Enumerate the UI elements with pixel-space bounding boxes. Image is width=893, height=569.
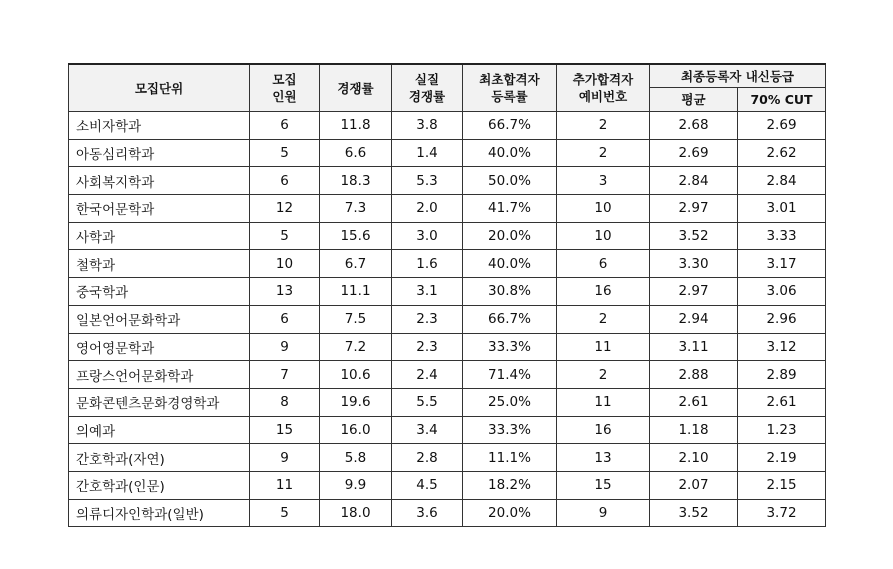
cell-registration-rate: 40.0% (463, 250, 557, 278)
cell-registration-rate: 20.0% (463, 222, 557, 250)
header-first-pass-registration (463, 64, 557, 112)
header-70-cut: 70% CUT (738, 88, 826, 112)
cell-registration-rate: 11.1% (463, 444, 557, 472)
cell-average: 3.30 (650, 250, 738, 278)
cell-waitlist: 2 (557, 361, 650, 389)
cell-70-cut: 3.01 (738, 195, 826, 223)
cell-unit: 소비자학과 (69, 112, 250, 140)
cell-70-cut: 2.96 (738, 305, 826, 333)
cell-waitlist: 10 (557, 222, 650, 250)
table-body (69, 112, 826, 527)
cell-average: 2.97 (650, 195, 738, 223)
cell-registration-rate: 50.0% (463, 167, 557, 195)
cell-actual-competition: 2.3 (392, 305, 463, 333)
cell-70-cut: 3.33 (738, 222, 826, 250)
cell-actual-competition: 2.4 (392, 361, 463, 389)
cell-70-cut: 3.72 (738, 499, 826, 527)
cell-average: 1.18 (650, 416, 738, 444)
cell-actual-competition: 1.4 (392, 139, 463, 167)
cell-unit: 영어영문학과 (69, 333, 250, 361)
table-row (69, 278, 826, 306)
cell-registration-rate: 66.7% (463, 305, 557, 333)
cell-70-cut: 2.19 (738, 444, 826, 472)
cell-competition: 19.6 (320, 388, 392, 416)
cell-70-cut: 1.23 (738, 416, 826, 444)
header-waitlist-line1: 추가합격자 (572, 72, 634, 87)
cell-actual-competition: 3.6 (392, 499, 463, 527)
cell-competition: 9.9 (320, 471, 392, 499)
cell-unit: 간호학과(자연) (69, 444, 250, 472)
cell-actual-competition: 2.8 (392, 444, 463, 472)
cell-average: 3.52 (650, 499, 738, 527)
cell-registration-rate: 18.2% (463, 471, 557, 499)
header-unit: 모집단위 (69, 64, 250, 112)
cell-registration-rate: 40.0% (463, 139, 557, 167)
header-competition: 경쟁률 (320, 64, 392, 112)
cell-70-cut: 2.69 (738, 112, 826, 140)
cell-registration-rate: 71.4% (463, 361, 557, 389)
cell-average: 2.94 (650, 305, 738, 333)
cell-70-cut: 3.17 (738, 250, 826, 278)
cell-quota: 9 (250, 333, 320, 361)
table-row (69, 416, 826, 444)
cell-unit: 문화콘텐츠문화경영학과 (69, 388, 250, 416)
cell-competition: 7.5 (320, 305, 392, 333)
cell-waitlist: 10 (557, 195, 650, 223)
table-row (69, 305, 826, 333)
cell-70-cut: 2.61 (738, 388, 826, 416)
header-quota-line2: 인원 (272, 89, 297, 104)
cell-competition: 18.0 (320, 499, 392, 527)
table-row (69, 444, 826, 472)
header-waitlist (557, 64, 650, 112)
cell-quota: 15 (250, 416, 320, 444)
cell-quota: 11 (250, 471, 320, 499)
cell-actual-competition: 3.8 (392, 112, 463, 140)
header-waitlist-line2: 예비번호 (578, 89, 628, 104)
cell-waitlist: 3 (557, 167, 650, 195)
cell-average: 2.88 (650, 361, 738, 389)
cell-competition: 7.3 (320, 195, 392, 223)
cell-quota: 10 (250, 250, 320, 278)
table-row (69, 333, 826, 361)
cell-average: 3.11 (650, 333, 738, 361)
cell-actual-competition: 4.5 (392, 471, 463, 499)
cell-unit: 의류디자인학과(일반) (69, 499, 250, 527)
cell-registration-rate: 33.3% (463, 416, 557, 444)
table-row (69, 167, 826, 195)
header-quota-line1: 모집 (272, 72, 297, 87)
cell-waitlist: 16 (557, 278, 650, 306)
cell-70-cut: 2.89 (738, 361, 826, 389)
cell-competition: 7.2 (320, 333, 392, 361)
cell-70-cut: 2.15 (738, 471, 826, 499)
header-average: 평균 (650, 88, 738, 112)
cell-waitlist: 15 (557, 471, 650, 499)
cell-unit: 일본언어문화학과 (69, 305, 250, 333)
cell-quota: 8 (250, 388, 320, 416)
cell-average: 2.10 (650, 444, 738, 472)
cell-actual-competition: 3.1 (392, 278, 463, 306)
cell-registration-rate: 41.7% (463, 195, 557, 223)
cell-average: 3.52 (650, 222, 738, 250)
cell-competition: 6.6 (320, 139, 392, 167)
cell-waitlist: 11 (557, 388, 650, 416)
cell-unit: 사회복지학과 (69, 167, 250, 195)
cell-actual-competition: 5.3 (392, 167, 463, 195)
cell-quota: 6 (250, 112, 320, 140)
cell-average: 2.68 (650, 112, 738, 140)
cell-competition: 6.7 (320, 250, 392, 278)
header-actual-competition-line1: 실질 (414, 72, 440, 87)
cell-70-cut: 3.12 (738, 333, 826, 361)
table-row (69, 195, 826, 223)
cell-70-cut: 2.84 (738, 167, 826, 195)
cell-registration-rate: 66.7% (463, 112, 557, 140)
cell-actual-competition: 3.4 (392, 416, 463, 444)
cell-quota: 5 (250, 499, 320, 527)
cell-average: 2.97 (650, 278, 738, 306)
cell-waitlist: 2 (557, 139, 650, 167)
cell-unit: 철학과 (69, 250, 250, 278)
header-first-pass-line2: 등록률 (491, 89, 528, 104)
cell-waitlist: 6 (557, 250, 650, 278)
header-actual-competition (392, 64, 463, 112)
cell-quota: 9 (250, 444, 320, 472)
table-row (69, 139, 826, 167)
header-final-grade: 최종등록자 내신등급 (650, 64, 826, 88)
cell-quota: 7 (250, 361, 320, 389)
table-row (69, 250, 826, 278)
cell-competition: 15.6 (320, 222, 392, 250)
cell-unit: 간호학과(인문) (69, 471, 250, 499)
cell-actual-competition: 2.3 (392, 333, 463, 361)
admissions-results-table (68, 63, 826, 527)
cell-average: 2.69 (650, 139, 738, 167)
cell-unit: 아동심리학과 (69, 139, 250, 167)
cell-waitlist: 13 (557, 444, 650, 472)
cell-70-cut: 3.06 (738, 278, 826, 306)
cell-competition: 16.0 (320, 416, 392, 444)
cell-quota: 12 (250, 195, 320, 223)
cell-waitlist: 9 (557, 499, 650, 527)
header-quota (250, 64, 320, 112)
cell-unit: 프랑스언어문화학과 (69, 361, 250, 389)
cell-registration-rate: 33.3% (463, 333, 557, 361)
cell-unit: 중국학과 (69, 278, 250, 306)
header-actual-competition-line2: 경쟁률 (408, 89, 446, 104)
cell-quota: 5 (250, 222, 320, 250)
cell-competition: 11.8 (320, 112, 392, 140)
cell-waitlist: 11 (557, 333, 650, 361)
table-row (69, 361, 826, 389)
cell-unit: 한국어문학과 (69, 195, 250, 223)
cell-registration-rate: 20.0% (463, 499, 557, 527)
cell-average: 2.84 (650, 167, 738, 195)
cell-quota: 6 (250, 305, 320, 333)
table-row (69, 471, 826, 499)
cell-competition: 11.1 (320, 278, 392, 306)
table-row (69, 388, 826, 416)
cell-actual-competition: 2.0 (392, 195, 463, 223)
cell-competition: 5.8 (320, 444, 392, 472)
cell-average: 2.07 (650, 471, 738, 499)
cell-unit: 사학과 (69, 222, 250, 250)
cell-actual-competition: 5.5 (392, 388, 463, 416)
header-first-pass-line1: 최초합격자 (479, 72, 540, 87)
cell-quota: 6 (250, 167, 320, 195)
cell-registration-rate: 30.8% (463, 278, 557, 306)
table-row (69, 499, 826, 527)
cell-actual-competition: 3.0 (392, 222, 463, 250)
table-row (69, 222, 826, 250)
cell-waitlist: 16 (557, 416, 650, 444)
cell-actual-competition: 1.6 (392, 250, 463, 278)
cell-average: 2.61 (650, 388, 738, 416)
cell-unit: 의예과 (69, 416, 250, 444)
cell-competition: 18.3 (320, 167, 392, 195)
cell-registration-rate: 25.0% (463, 388, 557, 416)
cell-70-cut: 2.62 (738, 139, 826, 167)
cell-waitlist: 2 (557, 112, 650, 140)
cell-quota: 13 (250, 278, 320, 306)
table-header (69, 64, 826, 112)
cell-quota: 5 (250, 139, 320, 167)
cell-competition: 10.6 (320, 361, 392, 389)
cell-waitlist: 2 (557, 305, 650, 333)
table-row (69, 112, 826, 140)
